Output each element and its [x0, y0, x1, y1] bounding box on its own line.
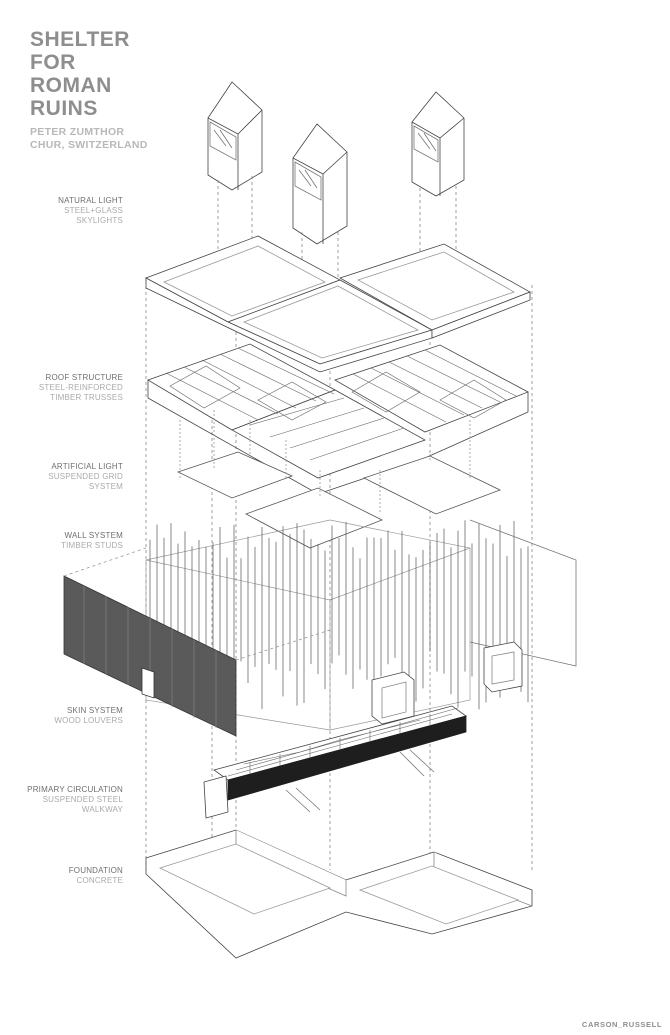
layer-desc: SYSTEM: [88, 482, 123, 491]
title-line-2: FOR: [30, 51, 76, 74]
layer-name: SKIN SYSTEM: [67, 706, 123, 715]
layer-desc: STEEL-REINFORCED: [38, 383, 123, 392]
layer-name: ROOF STRUCTURE: [45, 373, 123, 382]
project-location: CHUR, SWITZERLAND: [30, 139, 148, 151]
skylights: [208, 82, 464, 244]
layer-desc: SKYLIGHTS: [76, 216, 123, 225]
layer-desc: SUSPENDED STEEL: [42, 795, 123, 804]
title-line-4: RUINS: [30, 97, 98, 120]
layer-desc: TIMBER STUDS: [61, 541, 123, 550]
layer-desc: WALKWAY: [81, 805, 123, 814]
layer-desc: STEEL+GLASS: [64, 206, 123, 215]
title-line-1: SHELTER: [30, 28, 130, 51]
layer-desc: TIMBER TRUSSES: [50, 393, 123, 402]
layer-name: PRIMARY CIRCULATION: [27, 785, 123, 794]
title-line-3: ROMAN: [30, 74, 112, 97]
layer-desc: CONCRETE: [76, 876, 123, 885]
architect-name: PETER ZUMTHOR: [30, 126, 125, 138]
author-credit: CARSON_RUSSELL: [581, 1020, 662, 1029]
skylight-2: [293, 124, 347, 244]
layer-name: ARTIFICIAL LIGHT: [51, 462, 123, 471]
layer-name: NATURAL LIGHT: [58, 196, 123, 205]
layer-name: WALL SYSTEM: [64, 531, 123, 540]
layer-desc: WOOD LOUVERS: [54, 716, 123, 725]
layer-desc: SUSPENDED GRID: [48, 472, 123, 481]
skylight-1: [208, 82, 262, 190]
concrete-foundation: [146, 830, 532, 958]
layer-name: FOUNDATION: [68, 866, 123, 875]
suspended-walkway: [204, 706, 466, 818]
skylight-3: [412, 92, 464, 196]
